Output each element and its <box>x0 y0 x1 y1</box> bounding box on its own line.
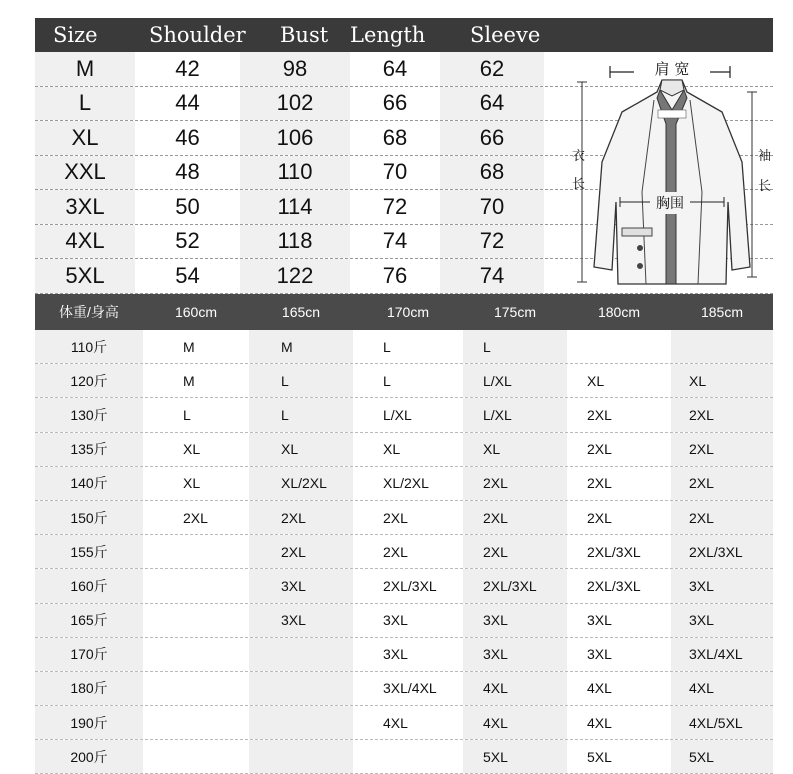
size-recommendation-cell: 4XL <box>463 672 567 705</box>
size-recommendation-cell: L <box>383 338 391 355</box>
size-recommendation-cell: L <box>463 330 567 363</box>
weight-row <box>35 467 773 501</box>
size-recommendation-cell: 3XL <box>671 604 773 637</box>
header-size: Size <box>53 23 98 47</box>
measurement-cell: 70 <box>440 190 544 224</box>
weight-label-cell: 140斤 <box>35 467 143 500</box>
size-recommendation-cell: M <box>183 372 195 389</box>
measurement-cell: 72 <box>382 193 408 219</box>
measurement-cell: 66 <box>382 90 408 116</box>
header-sleeve: Sleeve <box>470 23 541 47</box>
size-recommendation-cell: 3XL <box>249 604 353 637</box>
measurement-cell: 74 <box>440 259 544 293</box>
measurement-cell: 76 <box>382 262 408 288</box>
weight-label-cell: 180斤 <box>35 672 143 705</box>
size-chart-header <box>35 18 773 52</box>
size-recommendation-cell: L <box>183 406 191 423</box>
weight-label-cell: 120斤 <box>35 364 143 397</box>
weight-height-header <box>35 294 773 330</box>
weight-label-cell: 155斤 <box>35 535 143 568</box>
size-recommendation-cell: XL/2XL <box>249 467 353 500</box>
size-recommendation-cell: 5XL <box>463 740 567 773</box>
size-recommendation-cell: M <box>249 330 353 363</box>
weight-row <box>35 398 773 432</box>
size-recommendation-cell <box>671 330 773 363</box>
measurement-cell: 72 <box>440 225 544 259</box>
measurement-cell: 44 <box>175 90 200 116</box>
size-recommendation-cell <box>143 535 249 568</box>
size-recommendation-cell: L <box>383 372 391 389</box>
header-180cm: 180cm <box>597 304 641 320</box>
weight-label-cell: 170斤 <box>35 638 143 671</box>
weight-label-cell: 200斤 <box>35 740 143 773</box>
measurement-cell: 98 <box>240 52 350 86</box>
length-label-top: 衣 <box>572 149 586 164</box>
measurement-cell: 50 <box>175 193 200 219</box>
measurement-cell: 66 <box>440 121 544 155</box>
size-recommendation-cell: 2XL <box>587 509 612 526</box>
jacket-diagram <box>562 52 782 292</box>
size-recommendation-cell: 2XL <box>463 467 567 500</box>
size-recommendation-cell <box>249 740 353 773</box>
weight-label-cell: 135斤 <box>35 433 143 466</box>
size-recommendation-cell: 3XL <box>587 646 612 663</box>
size-recommendation-cell: 4XL <box>463 706 567 739</box>
header-175cm: 175cm <box>493 304 537 320</box>
shoulder-label: 肩 宽 <box>654 60 690 78</box>
weight-row <box>35 569 773 603</box>
sleeve-label-top: 袖 <box>758 149 772 164</box>
size-label-cell: 5XL <box>35 259 135 293</box>
weight-label-cell: 110斤 <box>35 330 143 363</box>
size-recommendation-cell <box>143 672 249 705</box>
weight-height-body <box>35 330 773 774</box>
header-185cm: 185cm <box>700 304 744 320</box>
measurement-cell: 102 <box>240 87 350 121</box>
size-recommendation-cell: XL <box>463 433 567 466</box>
measurement-cell: 70 <box>382 159 408 185</box>
size-recommendation-cell: XL <box>587 372 605 389</box>
size-recommendation-cell <box>143 638 249 671</box>
weight-label-cell: 150斤 <box>35 501 143 534</box>
size-label-cell: XL <box>35 121 135 155</box>
measurement-cell: 64 <box>382 55 408 81</box>
size-recommendation-cell: L <box>249 364 353 397</box>
size-recommendation-cell: L <box>249 398 353 431</box>
size-recommendation-cell: 5XL <box>587 748 612 765</box>
length-label-bottom: 长 <box>572 177 586 192</box>
size-recommendation-cell <box>143 740 249 773</box>
weight-row <box>35 638 773 672</box>
weight-height-chart <box>35 294 773 774</box>
size-recommendation-cell: 3XL <box>383 646 408 663</box>
measurement-cell: 122 <box>240 259 350 293</box>
size-recommendation-cell: 2XL <box>183 509 208 526</box>
header-170cm: 170cm <box>386 304 430 320</box>
size-recommendation-cell: XL/2XL <box>383 475 429 492</box>
measurement-cell: 42 <box>175 55 200 81</box>
measurement-cell: 110 <box>240 156 350 190</box>
measurement-cell: 64 <box>440 87 544 121</box>
size-recommendation-cell: 2XL <box>587 441 612 458</box>
size-recommendation-cell: 2XL/3XL <box>587 577 641 594</box>
size-label-cell: M <box>35 52 135 86</box>
size-recommendation-cell: 4XL <box>587 714 612 731</box>
measurement-cell: 114 <box>240 190 350 224</box>
size-recommendation-cell <box>567 330 671 363</box>
size-recommendation-cell <box>249 672 353 705</box>
weight-row <box>35 706 773 740</box>
size-recommendation-cell: 2XL <box>463 535 567 568</box>
size-recommendation-cell: 3XL <box>671 569 773 602</box>
size-recommendation-cell: L/XL <box>463 398 567 431</box>
measurement-cell: 48 <box>175 159 200 185</box>
size-recommendation-cell: 2XL <box>587 475 612 492</box>
size-recommendation-cell: XL <box>671 364 773 397</box>
size-recommendation-cell: 2XL <box>249 535 353 568</box>
size-recommendation-cell: 2XL <box>671 398 773 431</box>
header-165cm: 165cn <box>281 304 321 320</box>
size-recommendation-cell: 2XL <box>249 501 353 534</box>
size-recommendation-cell: 2XL <box>383 543 408 560</box>
size-recommendation-cell: 2XL <box>383 509 408 526</box>
measurement-cell: 62 <box>440 52 544 86</box>
weight-label-cell: 130斤 <box>35 398 143 431</box>
size-label-cell: XXL <box>35 156 135 190</box>
weight-row <box>35 364 773 398</box>
size-recommendation-cell: 3XL <box>587 612 612 629</box>
size-recommendation-cell: 4XL <box>671 672 773 705</box>
header-length: Length <box>350 23 426 47</box>
weight-label-cell: 165斤 <box>35 604 143 637</box>
weight-row <box>35 672 773 706</box>
size-recommendation-cell: XL <box>183 475 201 492</box>
size-recommendation-cell <box>353 740 463 773</box>
size-recommendation-cell: 3XL <box>249 569 353 602</box>
weight-row <box>35 604 773 638</box>
measurement-cell: 74 <box>382 228 408 254</box>
size-recommendation-cell: 2XL <box>671 467 773 500</box>
size-recommendation-cell: M <box>183 338 195 355</box>
weight-row <box>35 433 773 467</box>
weight-label-cell: 160斤 <box>35 569 143 602</box>
bust-label: 胸围 <box>656 196 684 212</box>
sleeve-label-bottom: 长 <box>758 179 772 194</box>
header-weight-height: 体重/身高 <box>59 304 119 320</box>
size-label-cell: L <box>35 87 135 121</box>
size-label-cell: 4XL <box>35 225 135 259</box>
measurement-cell: 52 <box>175 228 200 254</box>
size-recommendation-cell: 2XL/3XL <box>587 543 641 560</box>
header-160cm: 160cm <box>174 304 218 320</box>
weight-row <box>35 501 773 535</box>
size-recommendation-cell: 2XL <box>671 501 773 534</box>
size-recommendation-cell: 2XL <box>587 406 612 423</box>
size-recommendation-cell: XL <box>383 441 401 458</box>
size-recommendation-cell: 3XL/4XL <box>383 680 437 697</box>
weight-row <box>35 330 773 364</box>
measurement-cell: 106 <box>240 121 350 155</box>
size-recommendation-cell <box>143 569 249 602</box>
measurement-cell: 118 <box>240 225 350 259</box>
weight-label-cell: 190斤 <box>35 706 143 739</box>
weight-row <box>35 740 773 774</box>
measurement-cell: 46 <box>175 124 200 150</box>
size-recommendation-cell: 2XL/3XL <box>383 577 437 594</box>
size-recommendation-cell: 3XL <box>463 604 567 637</box>
size-recommendation-cell: 3XL/4XL <box>671 638 773 671</box>
measurement-cell: 68 <box>440 156 544 190</box>
size-recommendation-cell: XL <box>249 433 353 466</box>
size-recommendation-cell <box>143 604 249 637</box>
size-recommendation-cell: 4XL <box>587 680 612 697</box>
size-recommendation-cell: 5XL <box>671 740 773 773</box>
size-recommendation-cell: L/XL <box>463 364 567 397</box>
size-recommendation-cell: 2XL <box>671 433 773 466</box>
size-recommendation-cell <box>143 706 249 739</box>
size-recommendation-cell: 2XL/3XL <box>671 535 773 568</box>
size-recommendation-cell: L/XL <box>383 406 412 423</box>
size-recommendation-cell <box>249 638 353 671</box>
header-shoulder: Shoulder <box>149 23 246 47</box>
size-recommendation-cell: 3XL <box>383 612 408 629</box>
size-recommendation-cell: 4XL <box>383 714 408 731</box>
size-recommendation-cell: 3XL <box>463 638 567 671</box>
size-recommendation-cell: XL <box>183 441 201 458</box>
size-recommendation-cell: 2XL/3XL <box>463 569 567 602</box>
size-recommendation-cell <box>249 706 353 739</box>
size-recommendation-cell: 2XL <box>463 501 567 534</box>
measurement-cell: 54 <box>175 262 200 288</box>
size-label-cell: 3XL <box>35 190 135 224</box>
measurement-cell: 68 <box>382 124 408 150</box>
header-bust: Bust <box>280 23 329 47</box>
weight-row <box>35 535 773 569</box>
size-recommendation-cell: 4XL/5XL <box>671 706 773 739</box>
